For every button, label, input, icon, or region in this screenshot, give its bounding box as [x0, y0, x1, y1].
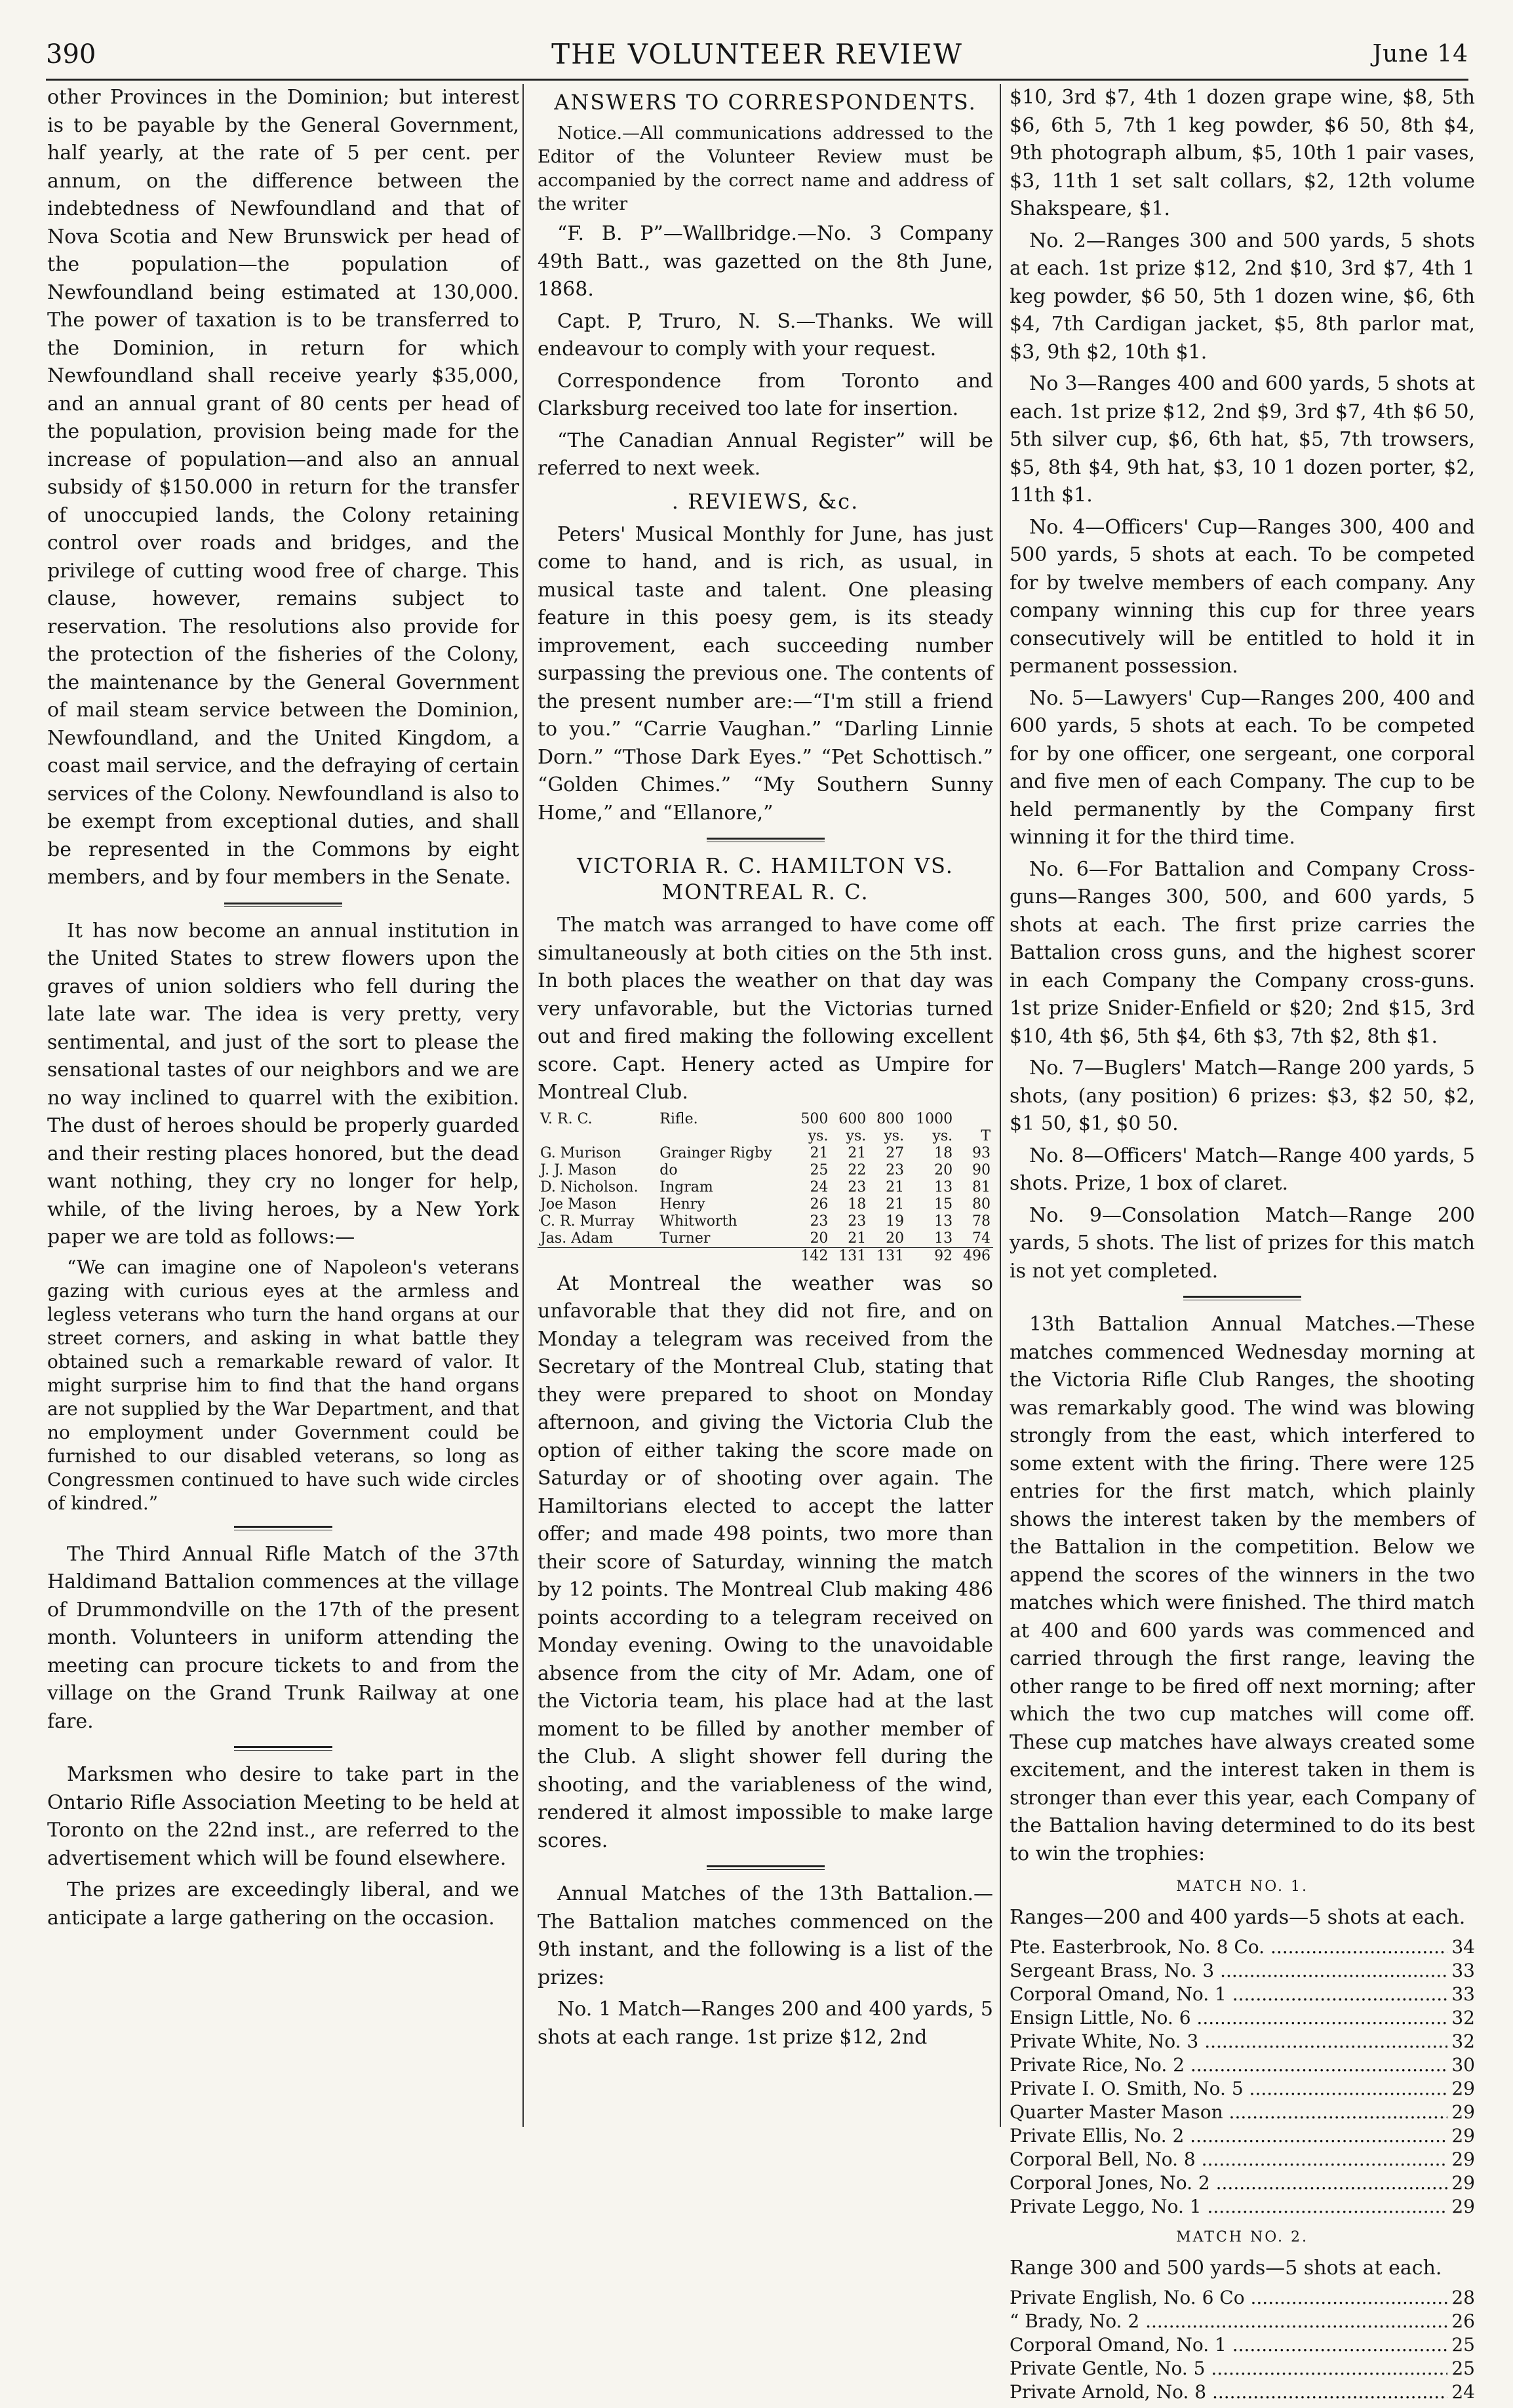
score-row	[538, 1213, 993, 1230]
score-cell: G. Murison	[540, 1144, 621, 1161]
score-cell: 20	[810, 1230, 829, 1247]
column-2	[538, 84, 993, 2055]
page-number: 390	[46, 39, 96, 69]
competitor-name: Corporal Bell, No. 8 .....	[1010, 2148, 1447, 2171]
column-rule	[1000, 84, 1001, 2127]
marksmen-notice: Marksmen who desire to take part in the Ontario Rifle Association Meeting to be held at Toronto on the 22nd inst., are referred to the advertisement which will be found elsewhere.	[47, 1763, 519, 1870]
score-cell: J. J. Mason	[540, 1161, 617, 1178]
page-header	[46, 33, 1468, 81]
score-header-cell: 800	[876, 1110, 905, 1127]
score-cell: 20	[886, 1230, 905, 1247]
competitor-score: 26	[1451, 2310, 1475, 2332]
score-row	[538, 1179, 993, 1196]
answers-heading: ANSWERS TO CORRESPONDENTS.	[554, 90, 977, 115]
score-header-row	[538, 1111, 993, 1128]
score-row	[538, 1145, 993, 1162]
score-cell: 74	[972, 1230, 991, 1247]
score-total-cell: 131	[869, 1247, 907, 1265]
score-cell: 21	[886, 1195, 905, 1213]
match-result-row	[1010, 2380, 1475, 2404]
score-cell: Turner	[659, 1230, 711, 1247]
score-cell: 23	[810, 1213, 829, 1230]
victoria-heading: VICTORIA R. C. HAMILTON VS. MONTREAL R. C.	[577, 853, 954, 904]
match-result-row	[1010, 2124, 1475, 2148]
score-header-cell	[538, 1128, 657, 1145]
prize-list: No. 7—Buglers' Match—Range 200 yards, 5 shots, (any position) 6 prizes: $3, $2 50, $2, $1 50, $1, $0 50.	[1010, 1057, 1475, 1135]
competitor-name: Quarter Master Mason .....	[1010, 2101, 1447, 2124]
score-total-cell: 142	[793, 1247, 831, 1265]
competitor-score: 33	[1451, 1960, 1475, 1981]
match-result-row	[1010, 1959, 1475, 1983]
new-york-quote: “We can imagine one of Napoleon's veterans gazing with curious eyes at the armless and legless veterans who turn the hand organs at our street corners, and asking in what battle they obtained such a remarkable reward of valor. It might surprise him to find that the hand organs are not supplied by the War Department, and that no employment under Government could be furnished to our disabled veterans, so long as Congressmen continued to have such wide circles of kindred.”	[47, 1256, 519, 1514]
competitor-name: Pte. Easterbrook, No. 8 Co. .....	[1010, 1935, 1447, 1959]
newspaper-title: THE VOLUNTEER REVIEW	[551, 38, 963, 70]
competitor-score: 32	[1451, 2030, 1475, 2052]
competitor-name: Corporal Omand, No. 1 .....	[1010, 1983, 1447, 2006]
score-cell: 18	[848, 1195, 867, 1213]
score-cell: 13	[934, 1230, 953, 1247]
score-cell: 23	[848, 1213, 867, 1230]
score-cell: 81	[972, 1178, 991, 1195]
review-paragraph: Peters' Musical Monthly for June, has just come to hand, and is rich, as usual, in musical taste and talent. One pleasing feature in this poesy gem, is its steady improvement, each succeeding number surpassing the previous one. The contents of the present number are:—“I'm still a friend to you.” “Carrie Vaughan.” “Darling Linnie Dorn.” “Those Dark Eyes.” “Pet Schottisch.” “Golden Chimes.” “My Southern Sunny Home,” and “Ellanore,”	[538, 522, 993, 825]
competitor-name: Corporal Omand, No. 1 .....	[1010, 2333, 1447, 2357]
competitor-score: 29	[1451, 2101, 1475, 2123]
match-result-row	[1010, 1935, 1475, 1959]
score-cell: 78	[972, 1213, 991, 1230]
score-row	[538, 1196, 993, 1213]
prizes-notice: The prizes are exceedingly liberal, and we anticipate a large gathering on the occasion.	[47, 1878, 519, 1930]
score-header-cell: ys.	[932, 1127, 953, 1144]
match-result-row	[1010, 2148, 1475, 2171]
prize-list: No. 9—Consolation Match—Range 200 yards, 5 shots. The list of prizes for this match is not yet completed.	[1010, 1203, 1475, 1283]
section-separator	[234, 1746, 332, 1751]
score-cell: 21	[848, 1230, 867, 1247]
answer-item: Correspondence from Toronto and Clarksburg received too late for insertion.	[538, 369, 993, 420]
competitor-score: 29	[1451, 2125, 1475, 2146]
competitor-name: “ Brady, No. 2 .....	[1010, 2310, 1447, 2333]
prize-list: $10, 3rd $7, 4th 1 dozen grape wine, $8, 5th $6, 6th 5, 7th 1 keg powder, $6 50, 8th $4, 9th photograph album, $5, 10th 1 pair vases, $3, 11th 1 set salt collars, $2, 12th volume Shakspeare, $1.	[1010, 86, 1475, 220]
score-total-cell: 131	[831, 1247, 869, 1265]
competitor-score: 29	[1451, 2172, 1475, 2194]
column-rule	[522, 84, 524, 2127]
score-header-cell: ys.	[846, 1127, 867, 1144]
competitor-name: Private Gentle, No. 5 .....	[1010, 2357, 1447, 2380]
column-3	[1010, 84, 1475, 2408]
decoration-day-article: It has now become an annual institution in the United States to strew flowers upon the graves of union soldiers who fell during the late late war. The idea is very pretty, very sentimental, and just of the sort to please the sensational tastes of our neighbors and we are no way inclined to quarrel with the exibition. The dust of heroes should be properly guarded and their resting places honored, but the dead want nothing, they cry no longer for help, while, of the living heroes, by a New York paper we are told as follows:—	[47, 919, 519, 1249]
match-result-row	[1010, 2053, 1475, 2077]
section-separator	[224, 903, 342, 907]
competitor-score: 29	[1451, 2148, 1475, 2170]
score-header-cell	[657, 1128, 793, 1145]
score-cell: Joe Mason	[540, 1195, 617, 1213]
competitor-name: Ensign Little, No. 6 .....	[1010, 2006, 1447, 2030]
score-cell: 25	[810, 1161, 829, 1178]
score-cell: 13	[934, 1178, 953, 1195]
competitor-name: Private Ellis, No. 2 .....	[1010, 2124, 1447, 2148]
competitor-name: Private English, No. 6 Co .....	[1010, 2286, 1447, 2310]
match-result-row	[1010, 1983, 1475, 2006]
answer-item: “F. B. P”—Wallbridge.—No. 3 Company 49th Batt., was gazetted on the 8th June, 1868.	[538, 222, 993, 301]
score-cell: Jas. Adam	[540, 1230, 614, 1247]
score-row	[538, 1162, 993, 1179]
competitor-name: Private Arnold, No. 8 .....	[1010, 2380, 1447, 2404]
annual-matches-paragraph: Annual Matches of the 13th Battalion.—The Battalion matches commenced on the 9th instant, and the following is a list of the prizes:	[538, 1882, 993, 1989]
score-header-cell: V. R. C.	[540, 1110, 593, 1127]
score-cell: do	[659, 1161, 678, 1178]
match-result-row	[1010, 2006, 1475, 2030]
rifle-match-notice: The Third Annual Rifle Match of the 37th Haldimand Battalion commences at the village of Drummondville on the 17th of the present month. Volunteers in uniform attending the meeting can procure tickets to and from the village on the Grand Trunk Railway at one fare.	[47, 1542, 519, 1733]
competitor-score: 30	[1451, 2054, 1475, 2076]
score-cell: 23	[886, 1161, 905, 1178]
match-result-row	[1010, 2286, 1475, 2310]
score-cell: 20	[934, 1161, 953, 1178]
score-cell: 24	[810, 1178, 829, 1195]
match-2-ranges: Range 300 and 500 yards—5 shots at each.	[1010, 2256, 1442, 2280]
competitor-score: 25	[1451, 2334, 1475, 2356]
competitor-score: 28	[1451, 2287, 1475, 2308]
competitor-score: 29	[1451, 2196, 1475, 2217]
score-cell: 80	[972, 1195, 991, 1213]
prize-list: No. 2—Ranges 300 and 500 yards, 5 shots at each. 1st prize $12, 2nd $10, 3rd $7, 4th 1 keg powder, $6 50, 5th 1 dozen wine, $6, 6th $4, 7th Cardigan jacket, $5, 8th parlor mat, $3, 9th $2, 10th $1.	[1010, 229, 1475, 364]
match-2-list	[1010, 2286, 1475, 2404]
section-separator	[1183, 1296, 1301, 1300]
competitor-score: 24	[1451, 2381, 1475, 2403]
match-result-row	[1010, 2171, 1475, 2195]
score-cell: C. R. Murray	[540, 1213, 635, 1230]
score-cell: 26	[810, 1195, 829, 1213]
match-result-row	[1010, 2357, 1475, 2380]
match-result-row	[1010, 2310, 1475, 2333]
prize-list: No. 8—Officers' Match—Range 400 yards, 5 shots. Prize, 1 box of claret.	[1010, 1144, 1475, 1195]
score-subheader-row	[538, 1128, 993, 1145]
editor-notice: Notice.—All communications addressed to the Editor of the Volunteer Review must be accompanied by the correct name and address of the writer	[538, 123, 993, 214]
score-cell: Ingram	[659, 1178, 713, 1195]
match-result-row	[1010, 2077, 1475, 2101]
competitor-name: Private Rice, No. 2 .....	[1010, 2053, 1447, 2077]
score-cell: 15	[934, 1195, 953, 1213]
score-cell: 27	[886, 1144, 905, 1161]
score-header-cell: Rifle.	[659, 1110, 698, 1127]
score-cell: Grainger Rigby	[659, 1144, 772, 1161]
section-separator	[707, 1865, 825, 1870]
prize-list: No. 5—Lawyers' Cup—Ranges 200, 400 and 600 yards, 5 shots at each. To be competed for by one officer, one sergeant, one corporal and five men of each Company. The cup to be held permanently by the Company first winning it for the third time.	[1010, 686, 1475, 849]
match-1-title: MATCH NO. 1.	[1176, 1878, 1308, 1895]
prize-list: No 3—Ranges 400 and 600 yards, 5 shots at each. 1st prize $12, 2nd $9, 3rd $7, 4th $6 50, 5th silver cup, $6, 6th hat, $5, 7th trowsers, $5, 8th $4, 9th hat, $3, 10 1 dozen porter, $2, 11th $1.	[1010, 372, 1475, 507]
section-separator	[707, 838, 825, 842]
score-header-cell: 500	[800, 1110, 829, 1127]
score-cell: Whitworth	[659, 1213, 737, 1230]
score-total-row	[538, 1247, 993, 1265]
score-header-cell	[955, 1111, 993, 1128]
answer-item: “The Canadian Annual Register” will be referred to next week.	[538, 429, 993, 480]
match-result-row	[1010, 2030, 1475, 2053]
victoria-paragraph: The match was arranged to have come off simultaneously at both cities on the 5th inst. In both places the weather on that day was very unfavorable, but the Victorias turned out and fired making the following excellent score. Capt. Henery acted as Umpire for Montreal Club.	[538, 914, 993, 1104]
score-cell: Henry	[659, 1195, 705, 1213]
competitor-name: Private Leggo, No. 1 .....	[1010, 2195, 1447, 2219]
score-header-cell: ys.	[808, 1127, 829, 1144]
score-header-cell: ys.	[884, 1127, 905, 1144]
match-1-list	[1010, 1935, 1475, 2219]
competitor-name: Private White, No. 3 .....	[1010, 2030, 1447, 2053]
score-cell: 22	[848, 1161, 867, 1178]
match-result-row	[1010, 2195, 1475, 2219]
score-cell: 90	[972, 1161, 991, 1178]
competitor-score: 25	[1451, 2358, 1475, 2379]
competitor-score: 29	[1451, 2078, 1475, 2099]
match-result-row	[1010, 2333, 1475, 2357]
score-table	[538, 1111, 993, 1265]
score-cell: 93	[972, 1144, 991, 1161]
score-header-cell: 600	[838, 1110, 867, 1127]
score-cell: 21	[848, 1144, 867, 1161]
section-separator	[234, 1526, 332, 1530]
score-header-cell: 1000	[916, 1110, 953, 1127]
score-cell: 18	[934, 1144, 953, 1161]
score-header-cell: T	[981, 1127, 991, 1144]
score-cell: 13	[934, 1213, 953, 1230]
answer-item: Capt. P, Truro, N. S.—Thanks. We will endeavour to comply with your request.	[538, 309, 993, 360]
score-cell: 23	[848, 1178, 867, 1195]
prize-list: No. 6—For Battalion and Company Cross-guns—Ranges 300, 500, and 600 yards, 5 shots at each. The first prize carries the Battalion cross guns, and the highest scorer in each Company the Company cross-guns. 1st prize Snider-Enfield or $20; 2nd $15, 3rd $10, 4th $6, 5th $4, 6th $3, 7th $2, 8th $1.	[1010, 857, 1475, 1048]
score-cell: 21	[810, 1144, 829, 1161]
newfoundland-article: other Provinces in the Dominion; but interest is to be payable by the General Government, half yearly, at the rate of 5 per cent. per annum, on the difference between the indebtedness of Newfoundland and that of Nova Scotia and New Brunswick per head of the population—the population of Newfoundland being estimated at 130,000. The power of taxation is to be transferred to the Dominion, in return for which Newfoundland shall receive yearly $35,000, and an annual grant of 80 cents per head of the population, provision being made for the increase of population—and also an annual subsidy of $150.000 in return for the transfer of unoccupied lands, the Colony retaining control over roads and bridges, and the privilege of cutting wood free of charge. This clause, however, remains subject to reservation. The resolutions also provide for the protection of the fisheries of the Colony, the maintenance by the General Government of mail steam service between the Dominion, Newfoundland, and the United Kingdom, a coast mail service, and the defraying of certain services of the Colony. Newfoundland is also to be exempt from exceptional duties, and shall be represented in the Commons by eight members, and by four members in the Senate.	[47, 86, 519, 889]
score-cell: 19	[886, 1213, 905, 1230]
reviews-heading: . REVIEWS, &c.	[671, 488, 859, 514]
competitor-score: 33	[1451, 1983, 1475, 2005]
match-1-ranges: Ranges—200 and 400 yards—5 shots at each.	[1010, 1905, 1466, 1929]
issue-date: June 14	[1372, 41, 1468, 68]
competitor-name: Sergeant Brass, No. 3 .....	[1010, 1959, 1447, 1983]
montreal-paragraph: At Montreal the weather was so unfavorable that they did not fire, and on Monday a telegram was received from the Secretary of the Montreal Club, stating that they were prepared to shoot on Monday afternoon, and giving the Victoria Club the option of either taking the score made on Saturday or of shooting over again. The Hamiltorians elected to accept the latter offer; and made 498 points, two more than their score of Saturday, winning the match by 12 points. The Montreal Club making 486 points according to a telegram received on Monday evening. Owing to the unavoidable absence from the city of Mr. Adam, one of the Victoria team, his place had at the last moment to be filled by another member of the Club. A slight shower fell during the shooting, and the variableness of the wind, rendered it almost impossible to make large scores.	[538, 1272, 993, 1852]
match-2-title: MATCH NO. 2.	[1176, 2229, 1308, 2245]
column-1	[47, 84, 519, 1936]
competitor-name: Private I. O. Smith, No. 5 .....	[1010, 2077, 1447, 2101]
annual-match-1: No. 1 Match—Ranges 200 and 400 yards, 5 shots at each range. 1st prize $12, 2nd	[538, 1998, 993, 2049]
score-total-cell: 92	[907, 1247, 955, 1265]
competitor-score: 32	[1451, 2007, 1475, 2029]
score-row	[538, 1230, 993, 1248]
competitor-score: 34	[1451, 1936, 1475, 1958]
match-result-row	[1010, 2101, 1475, 2124]
competitor-name: Corporal Jones, No. 2 .....	[1010, 2171, 1447, 2195]
score-cell: 21	[886, 1178, 905, 1195]
thirteenth-battalion-paragraph: 13th Battalion Annual Matches.—These matches commenced Wednesday morning at the Victoria Rifle Club Ranges, the shooting was remarkably good. The wind was blowing strongly from the east, which interfered to some extent with the firing. There were 125 entries for the first match, which plainly shows the interest taken by the members of the Battalion in the competition. Below we append the scores of the winners in the two matches which were finished. The third match at 400 and 600 yards was commenced and carried through the first range, leaving the other range to be fired off next morning; after which the two cup matches will come off. These cup matches have always created some excitement, and the interest taken in them is stronger than ever this year, each Company of the Battalion having determined to do its best to win the trophies:	[1010, 1313, 1475, 1865]
score-cell: D. Nicholson.	[540, 1178, 639, 1195]
score-total-cell: 496	[955, 1247, 993, 1265]
prize-list: No. 4—Officers' Cup—Ranges 300, 400 and 500 yards, 5 shots at each. To be competed for by twelve members of each company. Any company winning this cup for three years consecutively will be entitled to hold it in permanent possession.	[1010, 515, 1475, 678]
